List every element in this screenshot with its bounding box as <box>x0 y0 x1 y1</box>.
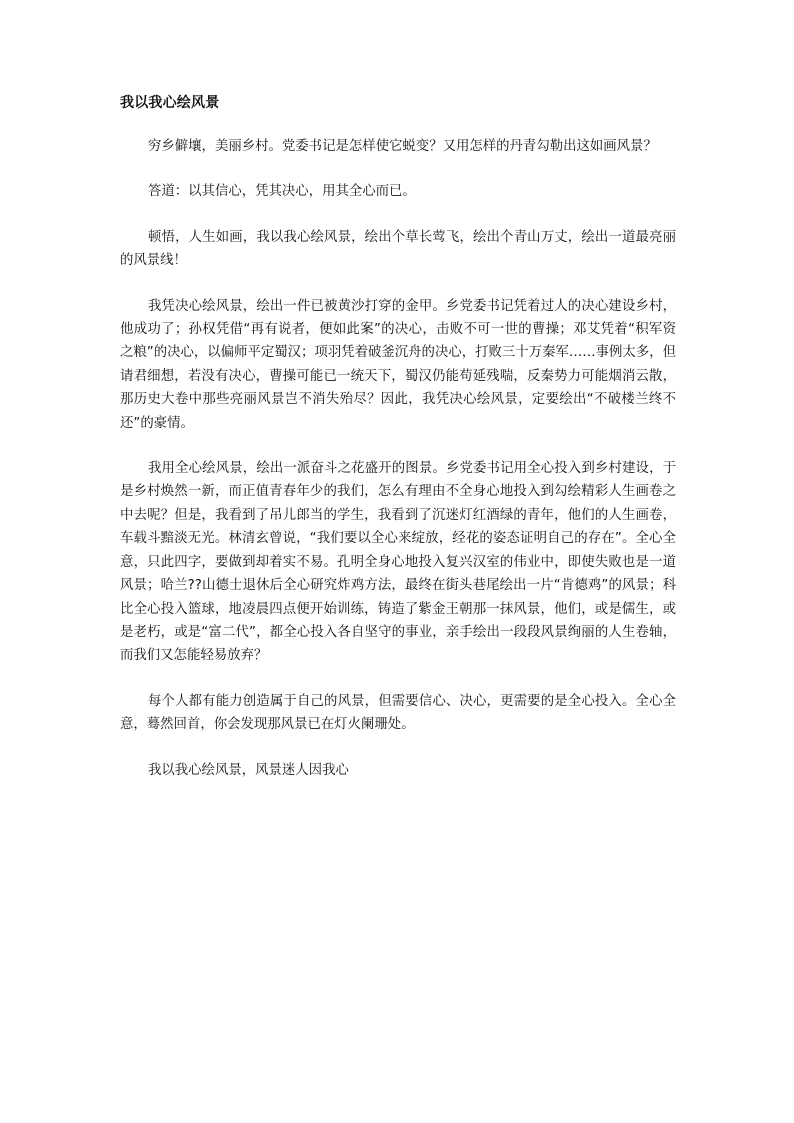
paragraph-6: 每个人都有能力创造属于自己的风景，但需要信心、决心，更需要的是全心投入。全心全意，蓦然回首，你会发现那风景已在灯火阑珊处。 <box>120 693 676 733</box>
paragraph-7: 我以我心绘风景，风景迷人因我心 <box>148 762 349 778</box>
paragraph-3: 顿悟，人生如画，我以我心绘风景，绘出个草长莺飞，绘出个青山万丈，绘出一道最亮丽的风景线！ <box>120 229 676 269</box>
document-title: 我以我心绘风景 <box>120 95 220 111</box>
paragraph-4: 我凭决心绘风景，绘出一件已被黄沙打穿的金甲。乡党委书记凭着过人的决心建设乡村，他成功了；孙权凭借“再有说者，便如此案”的决心，击败不可一世的曹操；邓艾凭着“积军资之粮”的决心，以偏师平定蜀汉；项羽凭着破釜沉舟的决心，打败三十万秦军……事例太多，但请君细想，若没有决心，曹操可能已一统天下，蜀汉仍能苟延残喘，反秦势力可能烟消云散，那历史大卷中那些亮丽风景岂不消失殆尽？因此，我凭决心绘风景，定要绘出“不破楼兰终不还”的豪情。 <box>120 298 676 431</box>
document-page <box>120 93 676 782</box>
paragraph-5: 我用全心绘风景，绘出一派奋斗之花盛开的图景。乡党委书记用全心投入到乡村建设，于是乡村焕然一新，而正值青春年少的我们，怎么有理由不全身心地投入到勾绘精彩人生画卷之中去呢？但是，我看到了吊儿郎当的学生，我看到了沉迷灯红酒绿的青年，他们的人生画卷，车载斗黯淡无光。林清玄曾说，“我们要以全心来绽放，经花的姿态证明自己的存在”。全心全意，只此四字，要做到却着实不易。孔明全身心地投入复兴汉室的伟业中，即使失败也是一道风景；哈兰??山德士退休后全心研究炸鸡方法，最终在街头巷尾绘出一片“肯德鸡”的风景；科比全心投入篮球，地凌晨四点便开始训练，铸造了紫金王朝那一抹风景，他们，或是儒生，或是老朽，或是“富二代”，都全心投入各自坚守的事业，亲手绘出一段段风景绚丽的人生卷轴，而我们又怎能轻易放弃？ <box>120 461 676 664</box>
paragraph-1: 穷乡僻壤，美丽乡村。党委书记是怎样使它蜕变？又用怎样的丹青勾勒出这如画风景？ <box>148 139 657 154</box>
paragraph-2: 答道：以其信心，凭其决心，用其全心而已。 <box>148 184 416 200</box>
